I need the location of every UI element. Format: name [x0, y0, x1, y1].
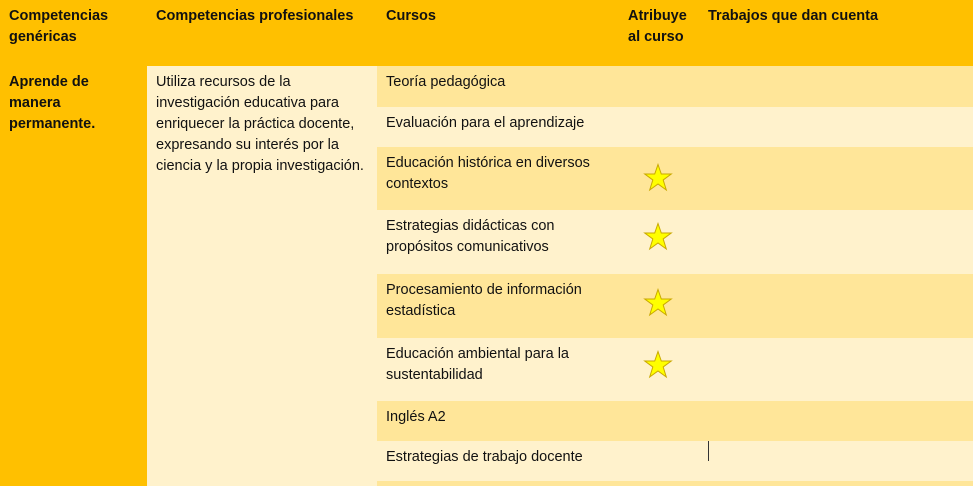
next-row-course — [377, 481, 619, 486]
course-cell: Estrategias didácticas con propósitos comunicativos — [377, 210, 619, 274]
course-cell: Procesamiento de información estadística — [377, 274, 619, 338]
evidence-cell[interactable] — [699, 338, 973, 401]
text-cursor — [708, 441, 709, 461]
course-cell: Teoría pedagógica — [377, 66, 619, 107]
evidence-cell[interactable] — [699, 147, 973, 210]
professional-competency-cell: Utiliza recursos de la investigación educativa para enriquecer la práctica docente, expresando su interés por la ciencia y la propia investigación. — [147, 66, 377, 481]
evidence-cell[interactable] — [699, 274, 973, 338]
star-icon — [643, 350, 673, 380]
evidence-cell[interactable] — [699, 441, 973, 481]
generic-competency-cell: Aprende de manera permanente. — [0, 66, 147, 481]
attributes-cell — [619, 441, 699, 481]
evidence-cell[interactable] — [699, 210, 973, 274]
next-row-evidence — [699, 481, 973, 486]
evidence-cell[interactable] — [699, 401, 973, 441]
evidence-cell[interactable] — [699, 66, 973, 107]
header-generic-competencies: Competencias genéricas — [0, 0, 147, 66]
course-cell: Inglés A2 — [377, 401, 619, 441]
header-courses: Cursos — [377, 0, 619, 66]
header-professional-competencies: Competencias profesionales — [147, 0, 377, 66]
next-row-professional — [147, 481, 377, 486]
star-icon — [643, 288, 673, 318]
attributes-cell — [619, 401, 699, 441]
header-evidence: Trabajos que dan cuenta — [699, 0, 973, 66]
star-icon — [643, 163, 673, 193]
course-cell: Educación ambiental para la sustentabilidad — [377, 338, 619, 401]
star-icon — [643, 222, 673, 252]
course-cell: Estrategias de trabajo docente — [377, 441, 619, 481]
course-cell: Educación histórica en diversos contextos — [377, 147, 619, 210]
attributes-cell — [619, 66, 699, 107]
next-row-attributes — [619, 481, 699, 486]
course-cell: Evaluación para el aprendizaje — [377, 107, 619, 147]
evidence-cell[interactable] — [699, 107, 973, 147]
attributes-cell — [619, 107, 699, 147]
header-attributes: Atribuye al curso — [619, 0, 699, 66]
next-row-generic — [0, 481, 147, 486]
